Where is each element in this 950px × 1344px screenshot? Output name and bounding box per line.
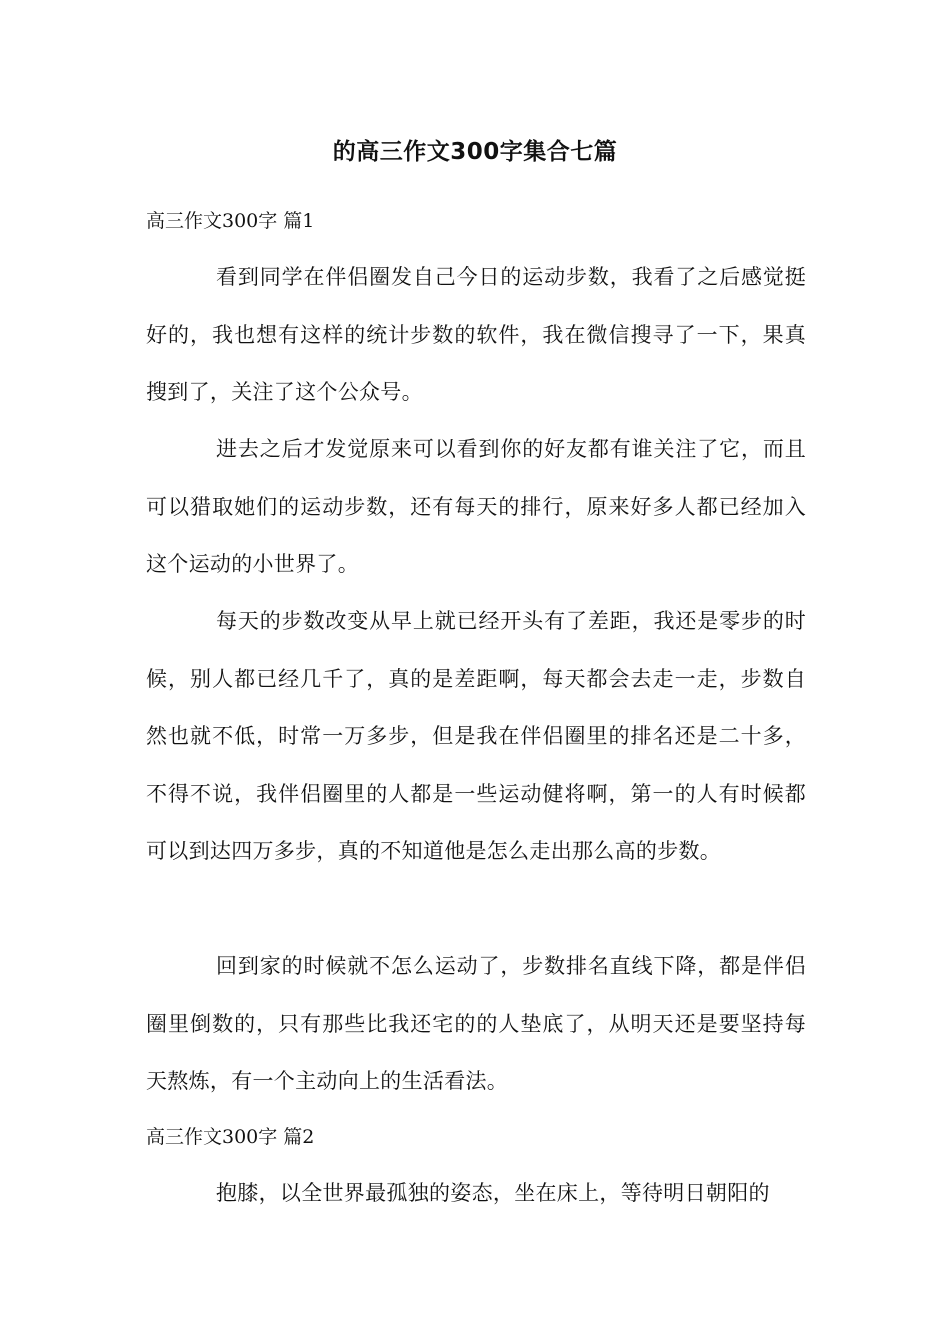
section-heading: 高三作文300字 篇2 <box>146 1126 315 1148</box>
paragraph: 抱膝，以全世界最孤独的姿态，坐在床上，等待明日朝阳的 <box>216 1181 770 1205</box>
document-title: 的高三作文300字集合七篇 <box>332 139 618 165</box>
paragraph: 看到同学在伴侣圈发自己今日的运动步数，我看了之后感觉挺好的，我也想有这样的统计步数的软件，我在微信搜寻了一下，果真搜到了，关注了这个公众号。 <box>146 265 806 404</box>
paragraph: 每天的步数改变从早上就已经开头有了差距，我还是零步的时候，别人都已经几千了，真的是差距啊，每天都会去走一走，步数自然也就不低，时常一万多步，但是我在伴侣圈里的排名还是二十多，不得不说，我伴侣圈里的人都是一些运动健将啊，第一的人有时候都可以到达四万多步，真的不知道他是怎么走出那么高的步数。 <box>146 609 806 863</box>
paragraph: 回到家的时候就不怎么运动了，步数排名直线下降，都是伴侣圈里倒数的，只有那些比我还宅的的人垫底了，从明天还是要坚持每天熬炼，有一个主动向上的生活看法。 <box>146 954 806 1093</box>
paragraph: 进去之后才发觉原来可以看到你的好友都有谁关注了它，而且可以猎取她们的运动步数，还有每天的排行，原来好多人都已经加入这个运动的小世界了。 <box>146 437 806 576</box>
section-heading: 高三作文300字 篇1 <box>146 210 315 232</box>
